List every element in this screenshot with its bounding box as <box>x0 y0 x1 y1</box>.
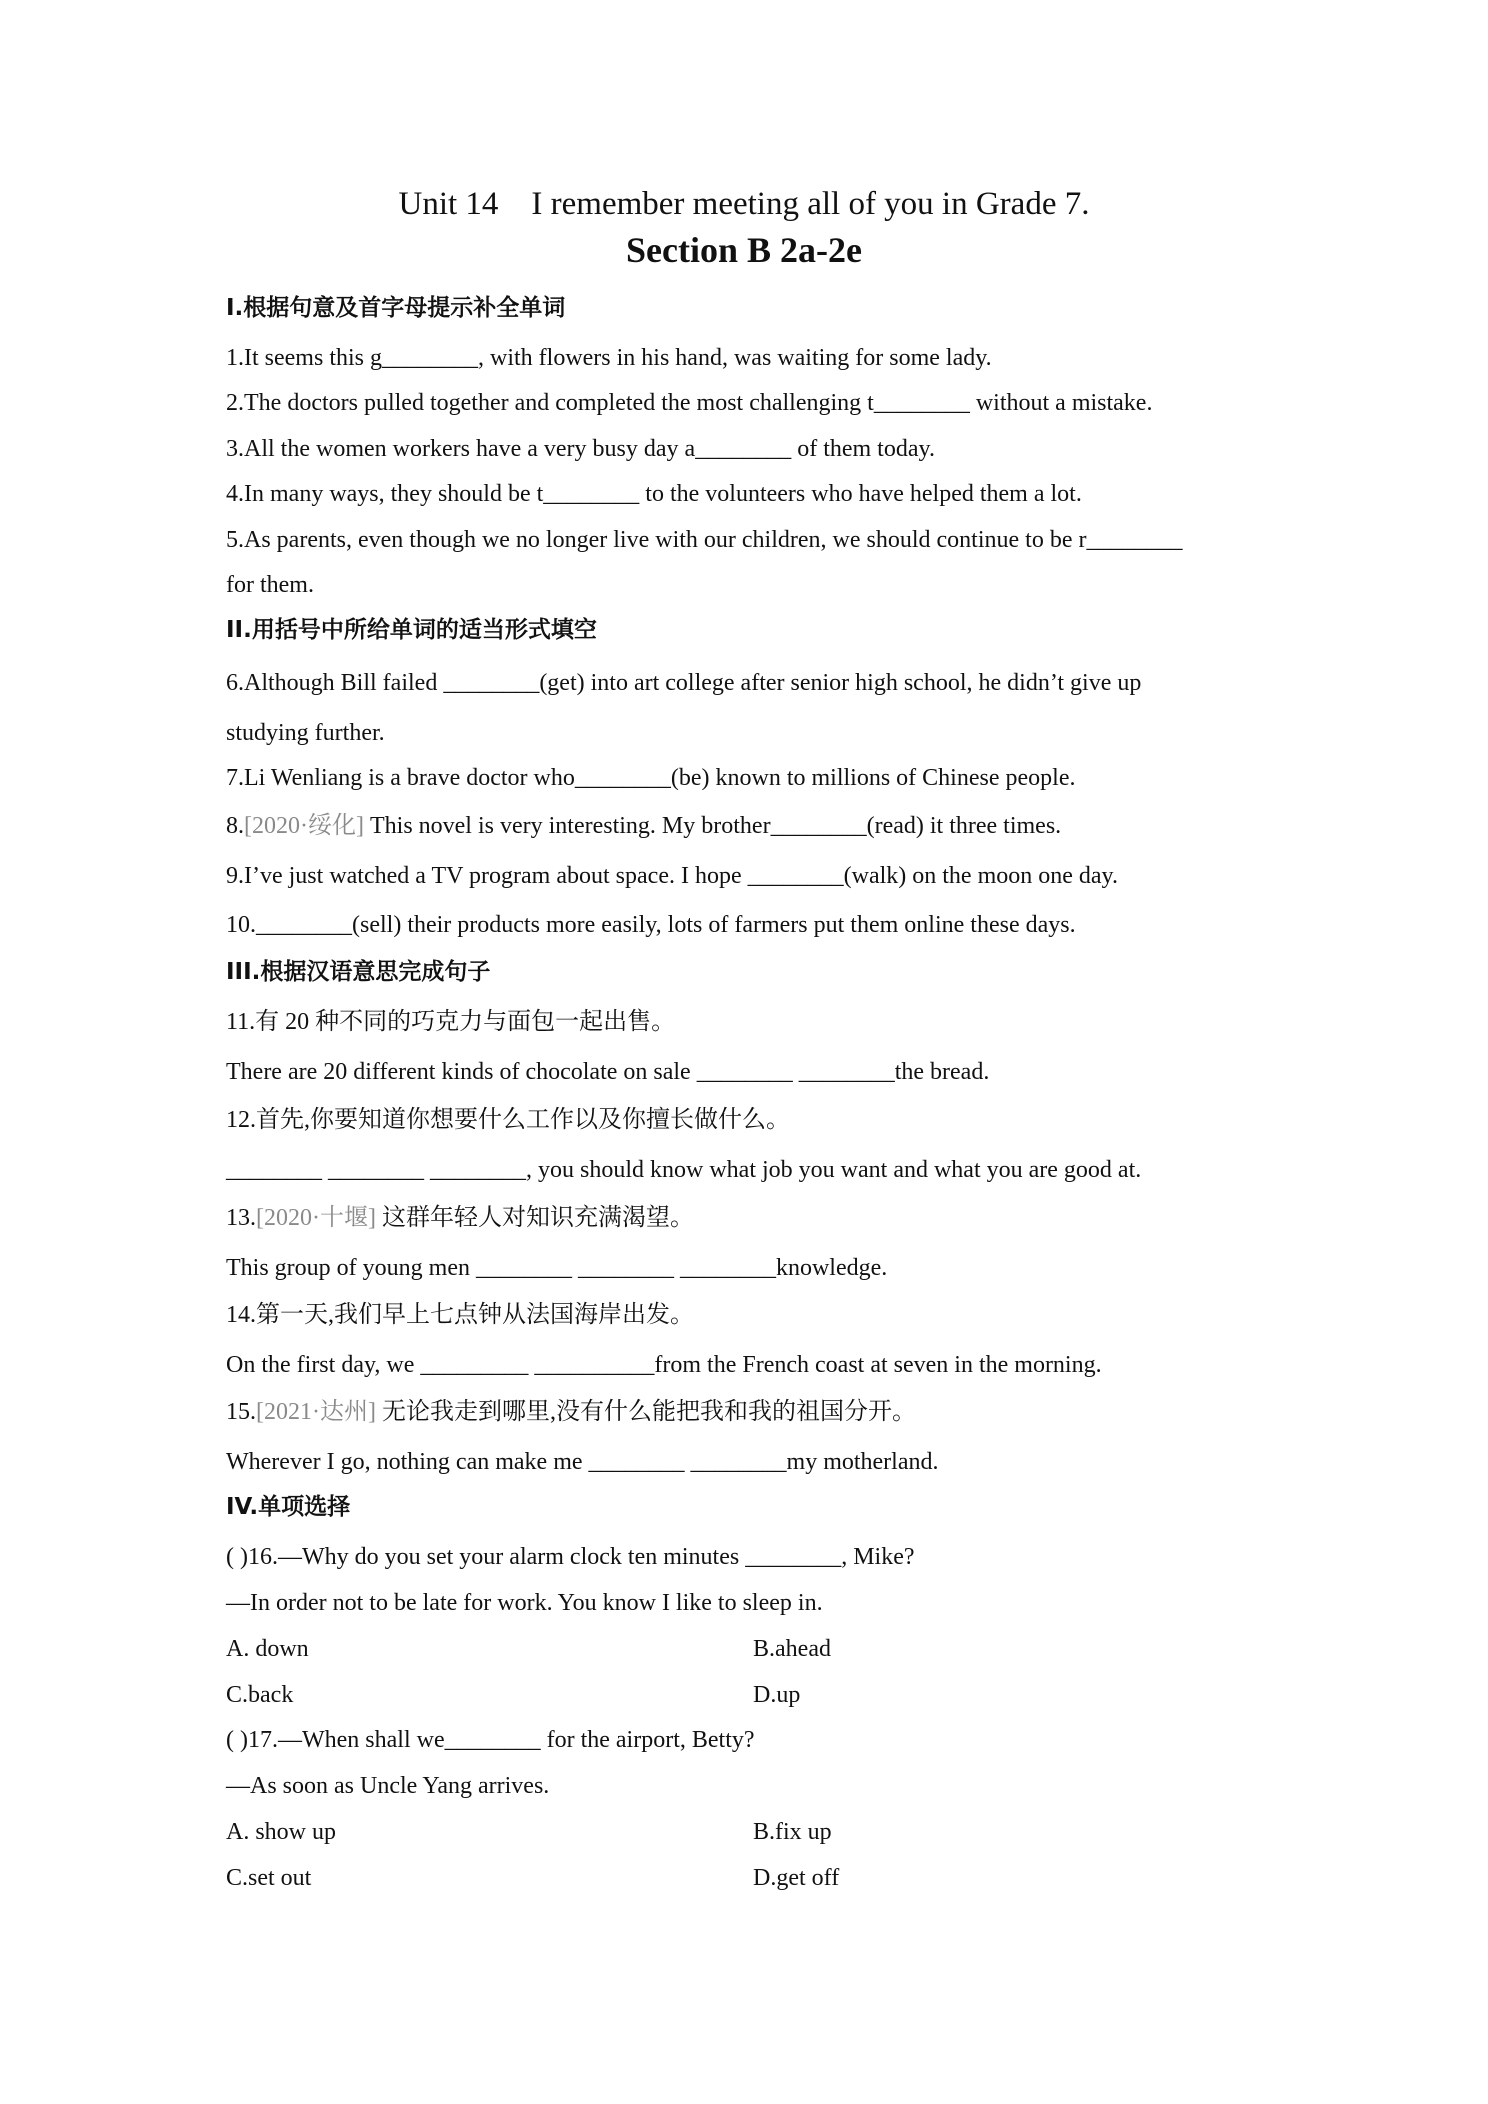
question-8-text: This novel is very interesting. My brother________(read) it three times. <box>363 813 1062 839</box>
question-11-english: There are 20 different kinds of chocolate on sale ________ ________the bread. <box>226 1059 990 1085</box>
question-17-option-d: D.get off <box>753 1865 840 1891</box>
question-6-line-1: 6.Although Bill failed ________(get) into art college after senior high school, he didn’t give up <box>226 670 1142 696</box>
question-15-english: Wherever I go, nothing can make me ________ ________my motherland. <box>226 1449 939 1475</box>
question-1: 1.It seems this g________, with flowers in his hand, was waiting for some lady. <box>226 345 992 371</box>
question-16-option-c: C.back <box>226 1682 294 1708</box>
question-16-option-d: D.up <box>753 1682 801 1708</box>
question-15-chinese <box>226 1396 1286 1428</box>
section-heading-4: IV.单项选择 <box>226 1494 351 1520</box>
question-13-number: 13. <box>226 1205 256 1231</box>
question-13-source: [2020·十堰] <box>256 1205 376 1231</box>
question-8 <box>226 810 1286 842</box>
question-16-option-b: B.ahead <box>753 1636 831 1662</box>
question-13-text: 这群年轻人对知识充满渴望。 <box>375 1205 694 1231</box>
question-17-option-b: B.fix up <box>753 1819 832 1845</box>
question-13-chinese <box>226 1202 1286 1234</box>
section-heading-1: I.根据句意及首字母提示补全单词 <box>226 295 566 321</box>
question-13-english: This group of young men ________ ________ ________knowledge. <box>226 1255 888 1281</box>
question-7: 7.Li Wenliang is a brave doctor who________(be) known to millions of Chinese people. <box>226 765 1076 791</box>
question-15-source: [2021·达州] <box>256 1399 376 1425</box>
question-14-english: On the first day, we _________ __________from the French coast at seven in the morning. <box>226 1352 1102 1378</box>
section-heading-3: III.根据汉语意思完成句子 <box>226 959 491 985</box>
question-4: 4.In many ways, they should be t________ to the volunteers who have helped them a lot. <box>226 481 1082 507</box>
question-11-chinese: 11.有 20 种不同的巧克力与面包一起出售。 <box>226 1009 676 1035</box>
question-17: ( )17.—When shall we________ for the airport, Betty? <box>226 1727 755 1753</box>
question-10: 10.________(sell) their products more easily, lots of farmers put them online these days. <box>226 912 1076 938</box>
question-5-line-1: 5.As parents, even though we no longer live with our children, we should continue to be r________ <box>226 527 1183 553</box>
section-heading-2: II.用括号中所给单词的适当形式填空 <box>226 617 597 643</box>
question-9: 9.I’ve just watched a TV program about space. I hope ________(walk) on the moon one day. <box>226 863 1118 889</box>
question-2: 2.The doctors pulled together and completed the most challenging t________ without a mistake. <box>226 390 1153 416</box>
question-5-line-2: for them. <box>226 572 314 598</box>
question-15-number: 15. <box>226 1399 256 1425</box>
question-12-chinese: 12.首先,你要知道你想要什么工作以及你擅长做什么。 <box>226 1107 790 1133</box>
question-12-english: ________ ________ ________, you should know what job you want and what you are good at. <box>226 1157 1142 1183</box>
question-16: ( )16.—Why do you set your alarm clock ten minutes ________, Mike? <box>226 1544 915 1570</box>
question-16-reply: —In order not to be late for work. You know I like to sleep in. <box>226 1590 823 1616</box>
question-14-chinese: 14.第一天,我们早上七点钟从法国海岸出发。 <box>226 1302 694 1328</box>
question-16-option-a: A. down <box>226 1636 309 1662</box>
question-15-text: 无论我走到哪里,没有什么能把我和我的祖国分开。 <box>375 1399 916 1425</box>
question-8-source: [2020·绥化] <box>244 813 364 839</box>
question-3: 3.All the women workers have a very busy day a________ of them today. <box>226 436 935 462</box>
section-title: Section B 2a-2e <box>626 230 862 270</box>
question-6-line-2: studying further. <box>226 720 385 746</box>
question-8-number: 8. <box>226 813 244 839</box>
question-17-reply: —As soon as Uncle Yang arrives. <box>226 1773 550 1799</box>
unit-title: Unit 14 I remember meeting all of you in Grade 7. <box>398 186 1090 222</box>
question-17-option-c: C.set out <box>226 1865 312 1891</box>
question-17-option-a: A. show up <box>226 1819 337 1845</box>
